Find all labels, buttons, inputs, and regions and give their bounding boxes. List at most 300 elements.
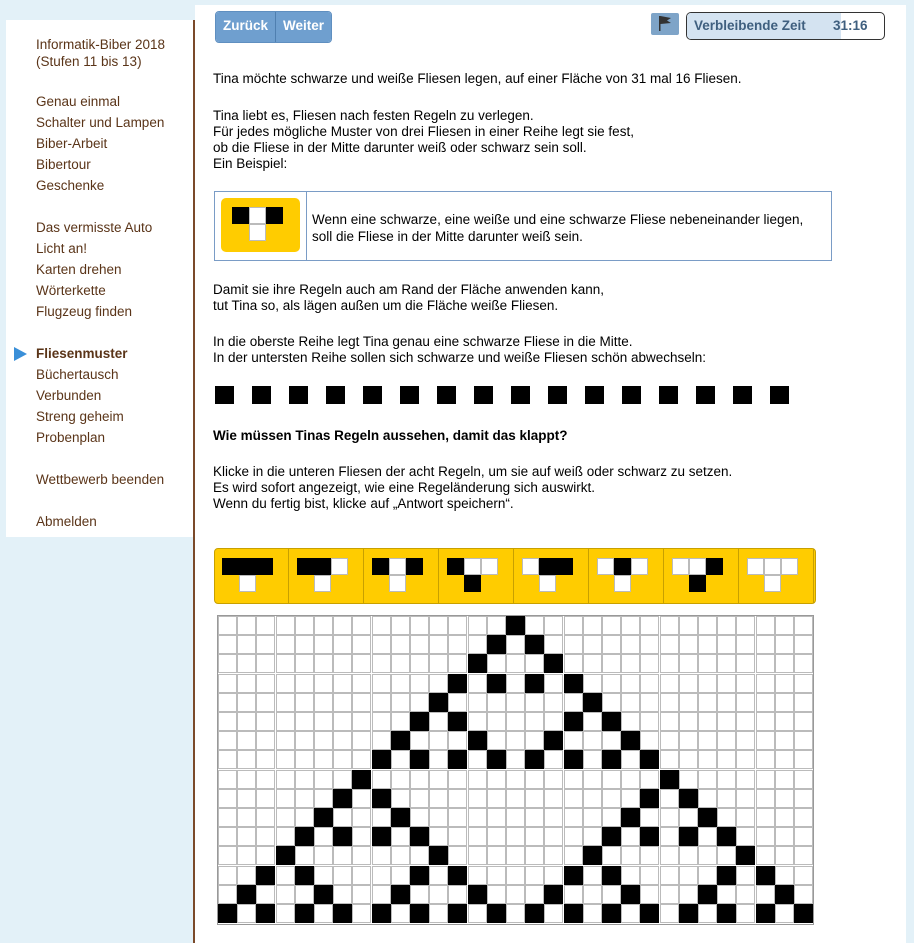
rule-pattern-tile [689, 558, 706, 575]
row-text-2: In der untersten Reihe sollen sich schwarze und weiße Fliesen schön abwechseln: [213, 350, 707, 365]
grid-tile [410, 789, 429, 808]
sidebar-item[interactable]: Probenplan [36, 430, 106, 445]
sidebar-item[interactable]: Geschenke [36, 178, 105, 193]
target-tile [641, 386, 660, 404]
grid-tile [218, 885, 237, 904]
grid-tile [391, 846, 410, 865]
rule-pattern-tile [764, 558, 781, 575]
grid-tile [602, 846, 621, 865]
rule-pattern-tile [706, 558, 723, 575]
grid-tile [621, 885, 640, 904]
next-button[interactable]: Weiter [275, 12, 331, 42]
rule-pattern-tile [597, 558, 614, 575]
grid-tile [429, 827, 448, 846]
grid-tile [218, 846, 237, 865]
grid-tile [506, 827, 525, 846]
grid-tile [602, 808, 621, 827]
grid-tile [314, 827, 333, 846]
grid-tile [218, 789, 237, 808]
rule-pattern-tile [314, 558, 331, 575]
grid-tile [352, 866, 371, 885]
grid-tile [314, 846, 333, 865]
rules-text-3: ob die Fliese in der Mitte darunter weiß oder schwarz sein soll. [213, 140, 587, 155]
grid-tile [468, 654, 487, 673]
sidebar-item[interactable]: Büchertausch [36, 367, 119, 382]
target-tile [567, 386, 586, 404]
grid-tile [295, 846, 314, 865]
grid-tile [640, 904, 659, 923]
sidebar-item[interactable]: Licht an! [36, 241, 88, 256]
sidebar-item[interactable]: Biber-Arbeit [36, 136, 108, 151]
grid-tile [372, 654, 391, 673]
sidebar-item[interactable]: Abmelden [36, 514, 97, 529]
grid-tile [218, 866, 237, 885]
grid-tile [564, 654, 583, 673]
grid-tile [448, 770, 467, 789]
grid-tile [391, 827, 410, 846]
grid-tile [544, 712, 563, 731]
grid-tile [237, 866, 256, 885]
grid-tile [621, 616, 640, 635]
remaining-time [686, 12, 885, 40]
grid-tile [295, 885, 314, 904]
grid-tile [448, 654, 467, 673]
grid-tile [717, 616, 736, 635]
target-tile [511, 386, 530, 404]
grid-tile [698, 750, 717, 769]
grid-tile [429, 770, 448, 789]
rule-1 [215, 549, 289, 603]
sidebar-item[interactable]: Das vermisste Auto [36, 220, 153, 235]
grid-tile [372, 750, 391, 769]
grid-tile [756, 827, 775, 846]
grid-tile [372, 846, 391, 865]
grid-tile [756, 866, 775, 885]
sidebar-item[interactable]: Wettbewerb beenden [36, 472, 165, 487]
target-tile [289, 386, 308, 404]
grid-tile [679, 808, 698, 827]
grid-tile [583, 846, 602, 865]
grid-tile [314, 674, 333, 693]
grid-tile [679, 654, 698, 673]
grid-tile [391, 866, 410, 885]
grid-tile [429, 808, 448, 827]
sidebar-group [6, 217, 194, 322]
grid-tile [256, 674, 275, 693]
grid-tile [468, 846, 487, 865]
grid-tile [736, 846, 755, 865]
grid-tile [295, 731, 314, 750]
grid-tile [544, 731, 563, 750]
rule-5 [515, 549, 589, 603]
grid-tile [487, 808, 506, 827]
grid-tile [717, 731, 736, 750]
grid-tile [564, 712, 583, 731]
flag-button[interactable] [651, 13, 679, 35]
grid-tile [487, 885, 506, 904]
grid-tile [448, 885, 467, 904]
grid-tile [276, 750, 295, 769]
grid-tile [448, 731, 467, 750]
grid-tile [794, 866, 813, 885]
timer-label: Verbleibende Zeit [694, 18, 806, 33]
grid-tile [429, 904, 448, 923]
grid-tile [352, 770, 371, 789]
grid-tile [640, 731, 659, 750]
rule-result-tile[interactable] [764, 575, 781, 592]
target-tile [437, 386, 456, 404]
grid-tile [775, 808, 794, 827]
grid-tile [372, 712, 391, 731]
grid-tile [295, 866, 314, 885]
rule-7 [665, 549, 739, 603]
grid-tile [736, 712, 755, 731]
grid-tile [391, 808, 410, 827]
grid-tile [410, 712, 429, 731]
grid-tile [775, 885, 794, 904]
grid-tile [237, 712, 256, 731]
grid-tile [333, 904, 352, 923]
grid-tile [583, 866, 602, 885]
grid-tile [525, 712, 544, 731]
grid-tile [314, 789, 333, 808]
grid-tile [333, 885, 352, 904]
grid-tile [237, 846, 256, 865]
grid-tile [583, 770, 602, 789]
grid-tile [794, 731, 813, 750]
grid-tile [640, 750, 659, 769]
grid-tile [640, 674, 659, 693]
grid-tile [640, 770, 659, 789]
grid-tile [468, 827, 487, 846]
grid-tile [717, 904, 736, 923]
grid-tile [276, 885, 295, 904]
grid-tile [256, 731, 275, 750]
grid-tile [525, 789, 544, 808]
grid-tile [621, 904, 640, 923]
grid-tile [602, 885, 621, 904]
grid-tile [525, 808, 544, 827]
grid-tile [756, 712, 775, 731]
grid-tile [333, 827, 352, 846]
grid-tile [621, 654, 640, 673]
sidebar-item[interactable]: Fliesenmuster [6, 343, 194, 364]
grid-tile [525, 827, 544, 846]
grid-tile [218, 770, 237, 789]
grid-tile [544, 789, 563, 808]
grid-tile [736, 808, 755, 827]
grid-tile [276, 712, 295, 731]
example-rule-tile [221, 198, 300, 252]
grid-tile [756, 635, 775, 654]
grid-tile [717, 827, 736, 846]
rule-result-tile[interactable] [539, 575, 556, 592]
grid-tile [429, 866, 448, 885]
grid-tile [506, 693, 525, 712]
grid-tile [237, 674, 256, 693]
grid-tile [564, 731, 583, 750]
grid-tile [583, 654, 602, 673]
task-panel [195, 5, 906, 943]
target-tile [678, 386, 697, 404]
grid-tile [640, 789, 659, 808]
grid-tile [468, 674, 487, 693]
grid-tile [794, 846, 813, 865]
grid-tile [564, 789, 583, 808]
grid-tile [756, 616, 775, 635]
grid-tile [621, 866, 640, 885]
grid-tile [314, 750, 333, 769]
rule-pattern-tile [447, 558, 464, 575]
sidebar-item[interactable]: Genau einmal [36, 94, 121, 109]
sidebar-item[interactable]: Wörterkette [36, 283, 106, 298]
grid-tile [237, 654, 256, 673]
grid-tile [218, 904, 237, 923]
grid-tile [256, 770, 275, 789]
sidebar-item[interactable]: Flugzeug finden [36, 304, 133, 319]
grid-tile [621, 635, 640, 654]
grid-tile [736, 674, 755, 693]
example-description: Wenn eine schwarze, eine weiße und eine schwarze Fliese nebeneinander liegen, soll die Fliese in der Mitte darunter weiß sein. [312, 212, 804, 244]
grid-tile [756, 674, 775, 693]
grid-tile [295, 750, 314, 769]
grid-tile [352, 827, 371, 846]
grid-tile [468, 693, 487, 712]
grid-tile [679, 693, 698, 712]
grid-tile [660, 616, 679, 635]
grid-tile [487, 789, 506, 808]
grid-tile [775, 693, 794, 712]
grid-tile [352, 616, 371, 635]
rule-result-tile[interactable] [689, 575, 706, 592]
rule-result-tile[interactable] [464, 575, 481, 592]
rule-pattern-tile [256, 558, 273, 575]
grid-tile [794, 827, 813, 846]
grid-tile [237, 616, 256, 635]
grid-tile [525, 770, 544, 789]
grid-tile [468, 866, 487, 885]
grid-tile [333, 693, 352, 712]
grid-tile [218, 693, 237, 712]
grid-tile [640, 616, 659, 635]
grid-tile [736, 654, 755, 673]
grid-tile [544, 885, 563, 904]
grid-tile [736, 750, 755, 769]
grid-tile [717, 846, 736, 865]
target-tile [493, 386, 512, 404]
grid-tile [564, 904, 583, 923]
edge-text-1: Damit sie ihre Regeln auch am Rand der Fläche anwenden kann, [213, 282, 604, 297]
grid-tile [352, 750, 371, 769]
grid-tile [352, 654, 371, 673]
grid-tile [410, 750, 429, 769]
grid-tile [487, 846, 506, 865]
rule-pattern-tile [297, 558, 314, 575]
rule-result-tile[interactable] [614, 575, 631, 592]
rule-6 [590, 549, 664, 603]
grid-tile [256, 712, 275, 731]
grid-tile [333, 635, 352, 654]
grid-tile [506, 866, 525, 885]
grid-tile [506, 635, 525, 654]
grid-tile [468, 750, 487, 769]
back-button[interactable]: Zurück [216, 12, 275, 42]
grid-tile [679, 885, 698, 904]
grid-tile [218, 808, 237, 827]
example-tile [249, 224, 266, 241]
grid-tile [391, 789, 410, 808]
grid-tile [391, 693, 410, 712]
rule-result-tile[interactable] [314, 575, 331, 592]
grid-tile [698, 674, 717, 693]
grid-tile [295, 635, 314, 654]
tile-grid [217, 615, 814, 925]
target-tile [382, 386, 401, 404]
grid-tile [564, 827, 583, 846]
grid-tile [218, 750, 237, 769]
grid-tile [487, 674, 506, 693]
grid-tile [660, 693, 679, 712]
rule-pattern-tile [222, 558, 239, 575]
grid-tile [295, 808, 314, 827]
target-tile [419, 386, 438, 404]
grid-tile [276, 635, 295, 654]
grid-tile [544, 808, 563, 827]
grid-tile [352, 693, 371, 712]
grid-tile [775, 827, 794, 846]
sidebar-item[interactable]: Schalter und Lampen [36, 115, 165, 130]
grid-tile [775, 866, 794, 885]
rule-4 [440, 549, 514, 603]
grid-tile [583, 635, 602, 654]
grid-tile [602, 827, 621, 846]
grid-tile [583, 827, 602, 846]
grid-tile [544, 846, 563, 865]
grid-tile [276, 731, 295, 750]
grid-tile [237, 904, 256, 923]
grid-tile [372, 770, 391, 789]
rule-result-tile[interactable] [239, 575, 256, 592]
grid-tile [448, 712, 467, 731]
grid-tile [525, 846, 544, 865]
target-tile [234, 386, 253, 404]
contest-title: Informatik-Biber 2018 (Stufen 11 bis 13) [36, 37, 166, 69]
grid-tile [314, 885, 333, 904]
grid-tile [583, 731, 602, 750]
grid-tile [314, 866, 333, 885]
rule-pattern-tile [672, 558, 689, 575]
grid-tile [544, 866, 563, 885]
grid-tile [525, 654, 544, 673]
grid-tile [756, 770, 775, 789]
grid-tile [775, 789, 794, 808]
grid-tile [602, 750, 621, 769]
grid-tile [564, 770, 583, 789]
grid-tile [506, 846, 525, 865]
grid-tile [506, 770, 525, 789]
grid-tile [218, 654, 237, 673]
grid-tile [487, 616, 506, 635]
grid-tile [621, 731, 640, 750]
grid-tile [736, 904, 755, 923]
grid-tile [276, 693, 295, 712]
grid-tile [506, 904, 525, 923]
grid-tile [429, 693, 448, 712]
grid-tile [640, 866, 659, 885]
grid-tile [794, 808, 813, 827]
grid-tile [391, 770, 410, 789]
grid-tile [256, 904, 275, 923]
grid-tile [295, 654, 314, 673]
target-tile [456, 386, 475, 404]
grid-tile [660, 731, 679, 750]
grid-tile [468, 885, 487, 904]
grid-tile [506, 750, 525, 769]
grid-tile [314, 712, 333, 731]
grid-tile [314, 770, 333, 789]
grid-tile [314, 731, 333, 750]
grid-tile [410, 616, 429, 635]
grid-tile [429, 846, 448, 865]
grid-tile [736, 693, 755, 712]
grid-tile [276, 789, 295, 808]
grid-tile [679, 635, 698, 654]
grid-tile [756, 750, 775, 769]
grid-tile [660, 885, 679, 904]
grid-tile [698, 866, 717, 885]
grid-tile [564, 846, 583, 865]
grid-tile [295, 693, 314, 712]
rule-result-tile[interactable] [389, 575, 406, 592]
grid-tile [448, 808, 467, 827]
sidebar-item[interactable]: Streng geheim [36, 409, 124, 424]
grid-tile [698, 846, 717, 865]
grid-tile [410, 827, 429, 846]
grid-tile [564, 808, 583, 827]
grid-tile [448, 693, 467, 712]
sidebar-item[interactable]: Karten drehen [36, 262, 122, 277]
grid-tile [698, 654, 717, 673]
grid-tile [410, 904, 429, 923]
grid-tile [429, 635, 448, 654]
grid-tile [602, 654, 621, 673]
sidebar-item[interactable]: Verbunden [36, 388, 102, 403]
grid-tile [237, 635, 256, 654]
grid-tile [640, 827, 659, 846]
grid-tile [564, 674, 583, 693]
grid-tile [544, 827, 563, 846]
grid-tile [602, 904, 621, 923]
sidebar-item[interactable]: Bibertour [36, 157, 91, 172]
grid-tile [372, 693, 391, 712]
grid-tile [448, 827, 467, 846]
grid-tile [717, 635, 736, 654]
grid-tile [372, 904, 391, 923]
grid-tile [429, 750, 448, 769]
grid-tile [794, 789, 813, 808]
grid-tile [391, 635, 410, 654]
grid-tile [698, 885, 717, 904]
example-tile [249, 207, 266, 224]
grid-tile [544, 750, 563, 769]
grid-tile [583, 885, 602, 904]
target-tile [696, 386, 715, 404]
rule-3 [365, 549, 439, 603]
grid-tile [564, 866, 583, 885]
grid-tile [333, 712, 352, 731]
rule-pattern-tile [556, 558, 573, 575]
grid-tile [391, 731, 410, 750]
